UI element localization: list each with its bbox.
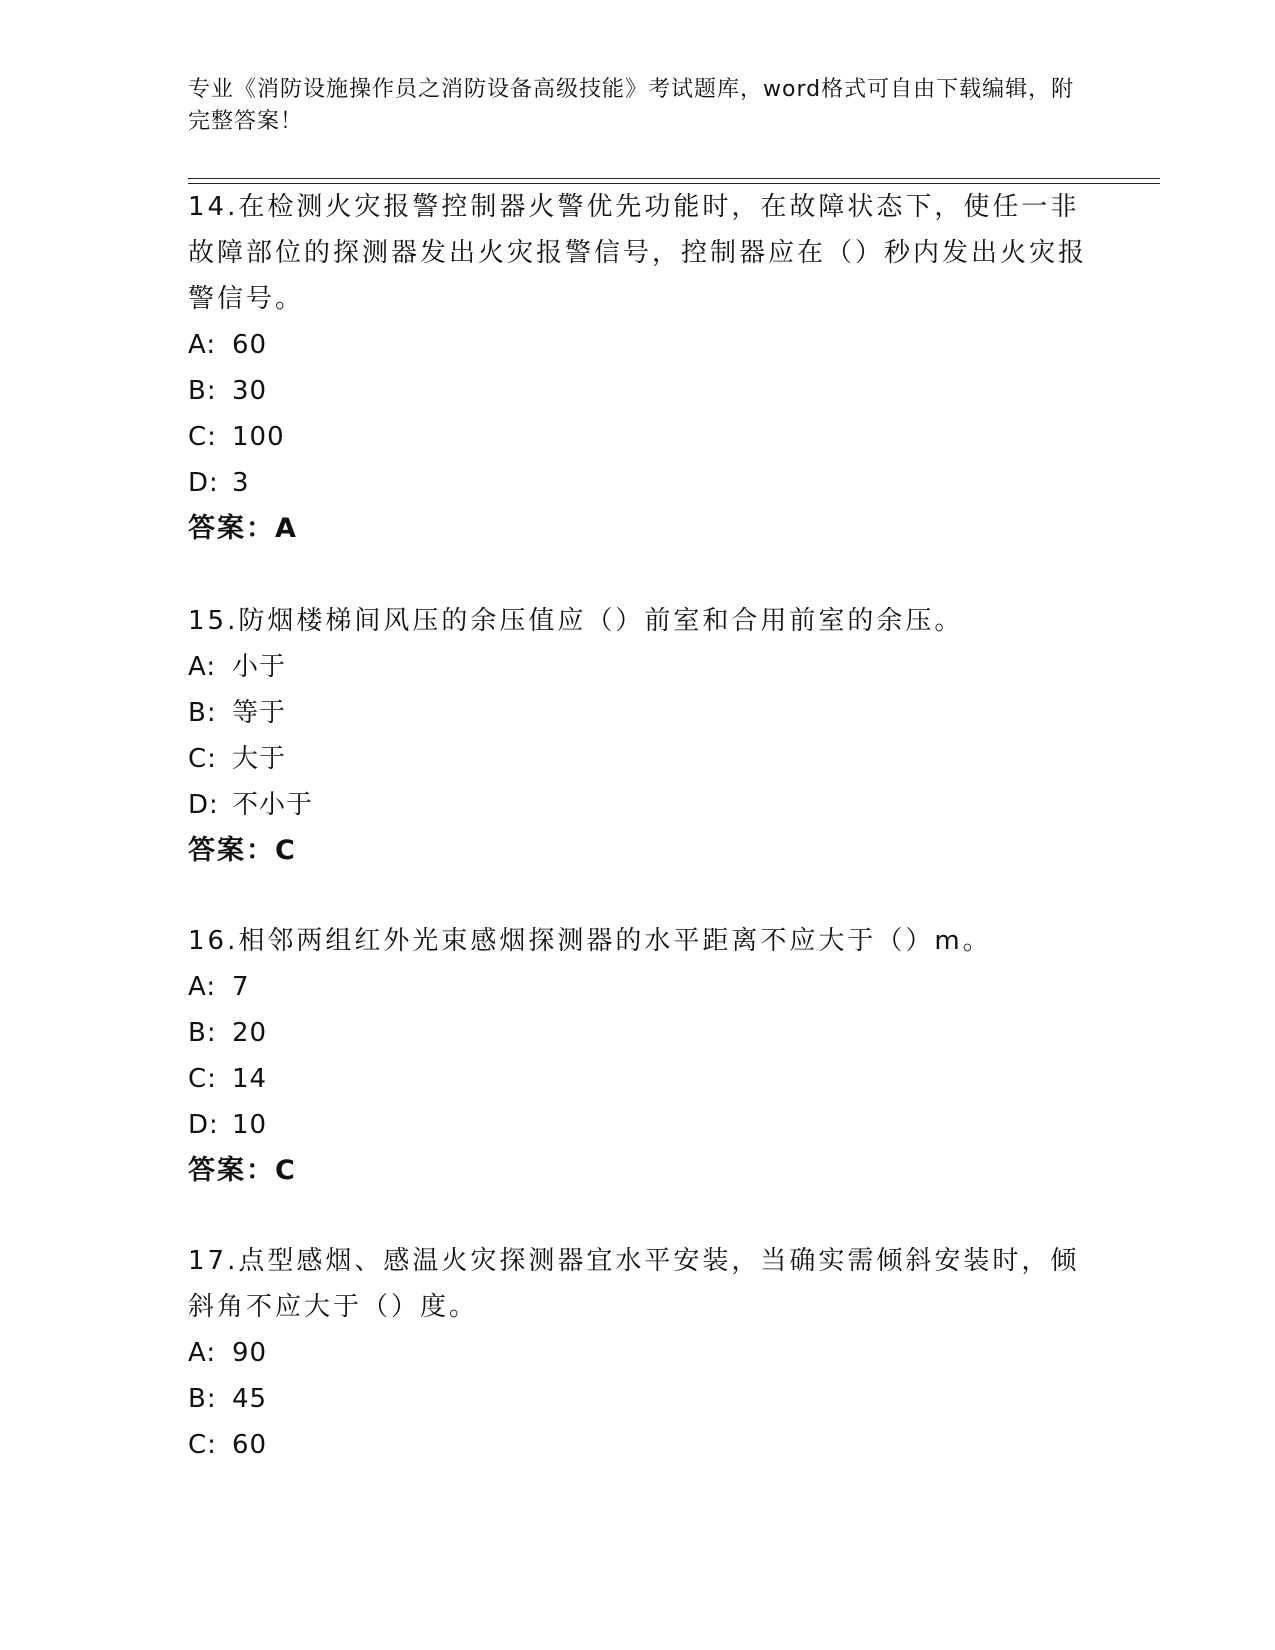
option-b: B: 30 <box>188 376 268 406</box>
option-c: C: 60 <box>188 1430 268 1460</box>
option-b: B: 等于 <box>188 698 287 728</box>
option-d: D: 不小于 <box>188 790 314 820</box>
option-c: C: 大于 <box>188 744 287 774</box>
option-a: A: 小于 <box>188 652 287 682</box>
option-a: A: 7 <box>188 972 250 1002</box>
option-d: D: 3 <box>188 468 250 498</box>
option-d: D: 10 <box>188 1110 268 1140</box>
document-header: 专业《消防设施操作员之消防设备高级技能》考试题库，word格式可自由下载编辑，附完整答案！ <box>188 77 1075 134</box>
question-16 <box>188 918 1088 1194</box>
answer-label: 答案：C <box>188 835 297 866</box>
question-text: 16.相邻两组红外光束感烟探测器的水平距离不应大于（）m。 <box>188 926 992 956</box>
option-b: B: 20 <box>188 1018 268 1048</box>
answer-label: 答案：A <box>188 513 298 544</box>
option-b: B: 45 <box>188 1384 268 1414</box>
option-c: C: 100 <box>188 422 285 452</box>
question-17 <box>188 1238 1088 1468</box>
question-text: 14.在检测火灾报警控制器火警优先功能时，在故障状态下，使任一非故障部位的探测器发出火灾报警信号，控制器应在（）秒内发出火灾报警信号。 <box>188 192 1088 314</box>
question-text: 15.防烟楼梯间风压的余压值应（）前室和合用前室的余压。 <box>188 606 964 636</box>
answer-label: 答案：C <box>188 1155 297 1186</box>
question-text: 17.点型感烟、感温火灾探测器宜水平安装，当确实需倾斜安装时，倾斜角不应大于（）度。 <box>188 1246 1080 1322</box>
question-15 <box>188 598 1088 874</box>
question-14 <box>188 184 1088 552</box>
option-a: A: 60 <box>188 330 268 360</box>
option-c: C: 14 <box>188 1064 268 1094</box>
header-divider-top <box>188 178 1160 179</box>
option-a: A: 90 <box>188 1338 268 1368</box>
